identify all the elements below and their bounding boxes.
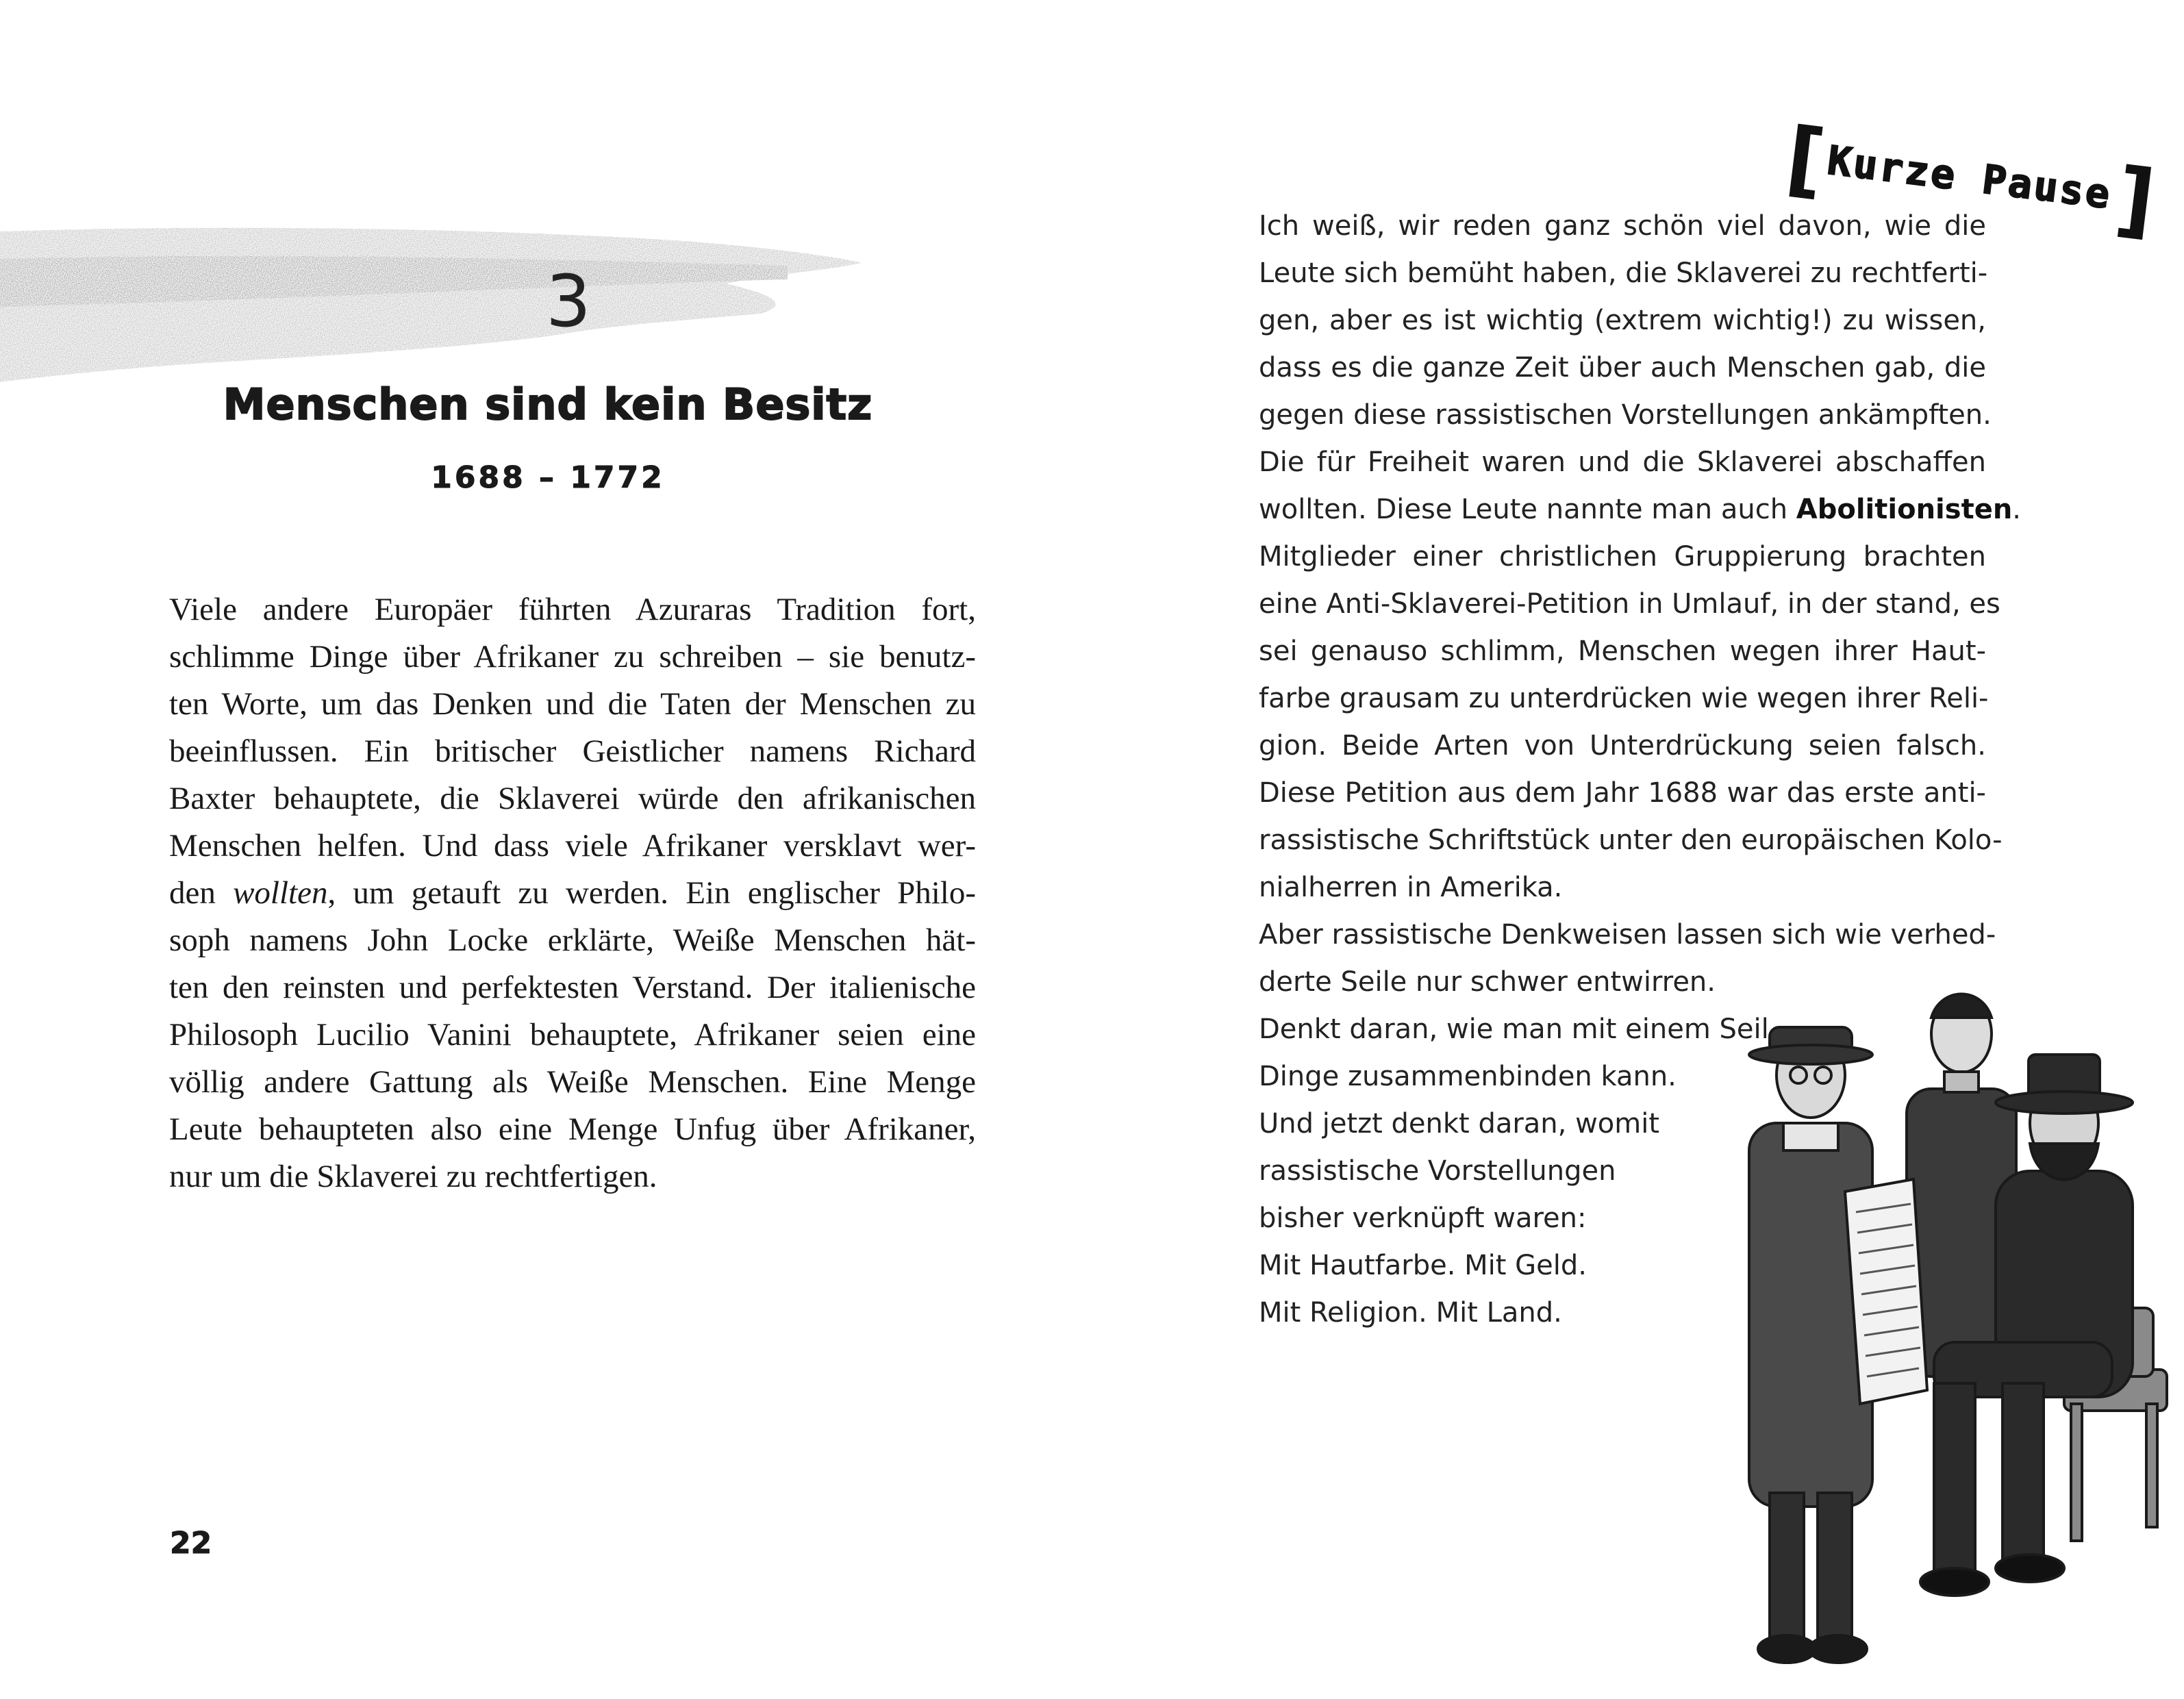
paragraph-line xyxy=(169,870,976,917)
chapter-years: 1688 – 1772 xyxy=(431,460,665,495)
bold-term: Abolitionisten xyxy=(1796,494,2013,525)
man-left-figure xyxy=(1749,1027,1872,1663)
text-line: eine Anti-Sklaverei-Petition in Umlauf, in der stand, es xyxy=(1259,588,2000,620)
paragraph-line: soph namens John Locke erklärte, Weiße Menschen hät- xyxy=(169,922,976,958)
text-line: Die für Freiheit waren und die Sklaverei abschaffen xyxy=(1259,446,1986,478)
text-line xyxy=(1259,486,2022,533)
text-line: derte Seile nur schwer entwirren. xyxy=(1259,966,1716,998)
line-segment: , um getauft zu werden. Ein englischer Philo- xyxy=(327,875,976,911)
text-line: gegen diese rassistischen Vorstellungen ankämpften. xyxy=(1259,399,1992,431)
paragraph-line: völlig andere Gattung als Weiße Menschen. Eine Menge xyxy=(169,1064,976,1100)
text-line: Denkt daran, wie man mit einem Seil xyxy=(1259,1014,1769,1045)
text-line: Diese Petition aus dem Jahr 1688 war das erste anti- xyxy=(1259,777,1986,809)
petition-paper xyxy=(1845,1179,1927,1404)
body-paragraph xyxy=(169,586,976,1200)
text-line: rassistische Schriftstück unter den europäischen Kolo- xyxy=(1259,825,2003,856)
paragraph-line: Baxter behauptete, die Sklaverei würde den afrikanischen xyxy=(169,781,976,816)
paragraph-line: Leute behaupteten also eine Menge Unfug über Afrikaner, xyxy=(169,1111,976,1147)
text-line: Mit Hautfarbe. Mit Geld. xyxy=(1259,1250,1587,1281)
text-line: sei genauso schlimm, Menschen wegen ihrer Haut- xyxy=(1259,635,1986,667)
paragraph-line: ten Worte, um das Denken und die Taten der Menschen zu xyxy=(169,686,976,722)
text-line: gion. Beide Arten von Unterdrückung seien falsch. xyxy=(1259,730,1986,762)
text-line: Aber rassistische Denkweisen lassen sich wie verhed- xyxy=(1259,919,1996,951)
page-number: 22 xyxy=(170,1526,212,1561)
text-line: farbe grausam zu unterdrücken wie wegen ihrer Reli- xyxy=(1259,683,1989,714)
text-line: Mitglieder einer christlichen Gruppierung brachten xyxy=(1259,541,1986,572)
chapter-number: 3 xyxy=(545,260,592,343)
emphasis-text: wollten xyxy=(233,875,328,911)
text-line: bisher verknüpft waren: xyxy=(1259,1203,1587,1234)
text-line: Ich weiß, wir reden ganz schön viel davon, wie die xyxy=(1259,210,1986,242)
right-page xyxy=(1092,0,2184,1699)
paragraph-line: beeinflussen. Ein britischer Geistlicher namens Richard xyxy=(169,733,976,769)
text-line: Leute sich bemüht haben, die Sklaverei zu rechtferti- xyxy=(1259,257,1988,289)
line-segment: den xyxy=(169,875,234,911)
bracket-close: ] xyxy=(2111,150,2160,250)
text-line: Und jetzt denkt daran, womit xyxy=(1259,1108,1660,1140)
text-line: Mit Religion. Mit Land. xyxy=(1259,1297,1562,1329)
chapter-title: Menschen sind kein Besitz xyxy=(223,379,873,429)
paragraph-line: Viele andere Europäer führten Azuraras Tradition fort, xyxy=(169,592,976,627)
bracket-open: [ xyxy=(1781,110,1831,210)
paragraph-line: schlimme Dinge über Afrikaner zu schreiben – sie benutz- xyxy=(169,639,976,675)
text-line: gen, aber es ist wichtig (extrem wichtig!) zu wissen, xyxy=(1259,305,1986,336)
three-men-holding-petition-illustration xyxy=(1708,986,2181,1678)
paragraph-line: ten den reinsten und perfektesten Verstand. Der italienische xyxy=(169,970,976,1005)
pause-label: Kurze Pause xyxy=(1824,136,2115,218)
text-line: nialherren in Amerika. xyxy=(1259,872,1563,903)
paragraph-line: Philosoph Lucilio Vanini behauptete, Afrikaner seien eine xyxy=(169,1017,976,1053)
text-line: rassistische Vorstellungen xyxy=(1259,1155,1616,1187)
paragraph-line: Menschen helfen. Und dass viele Afrikaner versklavt wer- xyxy=(169,828,976,864)
paragraph-line: nur um die Sklaverei zu rechtfertigen. xyxy=(169,1159,657,1194)
brush-stroke-decoration xyxy=(0,218,863,389)
line-segment: wollten. Diese Leute nannte man auch xyxy=(1259,494,1796,525)
text-line: dass es die ganze Zeit über auch Menschen gab, die xyxy=(1259,352,1986,383)
line-segment: . xyxy=(2012,494,2022,525)
text-line: Dinge zusammenbinden kann. xyxy=(1259,1061,1677,1092)
